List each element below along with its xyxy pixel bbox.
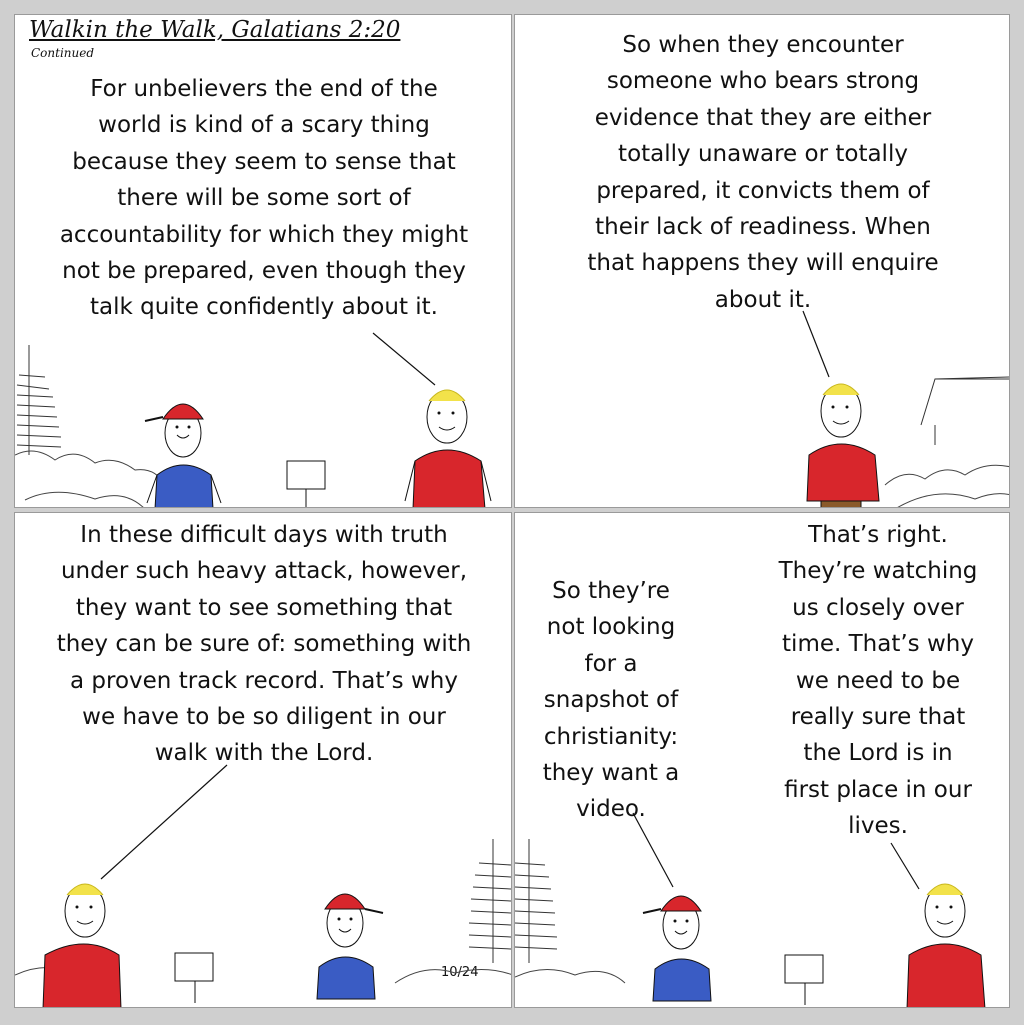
- boy-with-blond-hair-figure: [43, 884, 121, 1008]
- sign-icon: [785, 955, 823, 983]
- panel-1-art: [15, 15, 512, 508]
- boy-with-cap-figure: [643, 896, 711, 1001]
- panel-1-caption: For unbelievers the end of the world is kind of a scary thing because they seem to sense that there will be some sort of accountability for which they might not be prepared, even though they talk quite confidently about it.: [59, 76, 469, 321]
- tree-icon: [469, 839, 511, 963]
- panel-2-art: [515, 15, 1010, 508]
- boy-with-blond-hair-figure: [907, 884, 985, 1008]
- boy-with-cap-figure: [317, 894, 383, 999]
- panel-4-caption-right: That’s right. They’re watching us closely over time. That’s why we need to be really sure that the Lord is in first place in our lives.: [778, 522, 978, 840]
- boy-with-blond-hair-figure: [807, 384, 879, 508]
- comic-subtitle: Continued: [31, 46, 95, 60]
- panel-4-art: [515, 513, 1010, 1008]
- boy-with-blond-hair-figure: [405, 390, 491, 508]
- tree-icon: [17, 345, 61, 455]
- comic-panel-2: [514, 14, 1010, 508]
- date-stamp: 10/24: [441, 965, 479, 980]
- panel-3-art: [15, 513, 512, 1008]
- sign-icon: [175, 953, 213, 981]
- comic-panel-1: [14, 14, 512, 508]
- panel-3-caption: In these difficult days with truth under such heavy attack, however, they want to see something that they can be sure of: something with a proven track record. That’s why we have to be so diligent in our walk with the Lord.: [56, 522, 472, 767]
- sign-icon: [287, 461, 325, 489]
- boy-with-cap-figure: [145, 404, 221, 508]
- panel-2-caption: So when they encounter someone who bears strong evidence that they are either totally unaware or totally prepared, it convicts them of their lack of readiness. When that happens they will enquire about it.: [587, 32, 939, 313]
- comic-panel-3: [14, 512, 512, 1008]
- panel-4-caption-left: So they’re not looking for a snapshot of christianity: they want a video.: [542, 578, 680, 823]
- house-icon: [921, 377, 1010, 445]
- tree-icon: [515, 839, 557, 963]
- comic-panel-4: [514, 512, 1010, 1008]
- comic-title: Walkin the Walk, Galatians 2:20: [29, 17, 401, 43]
